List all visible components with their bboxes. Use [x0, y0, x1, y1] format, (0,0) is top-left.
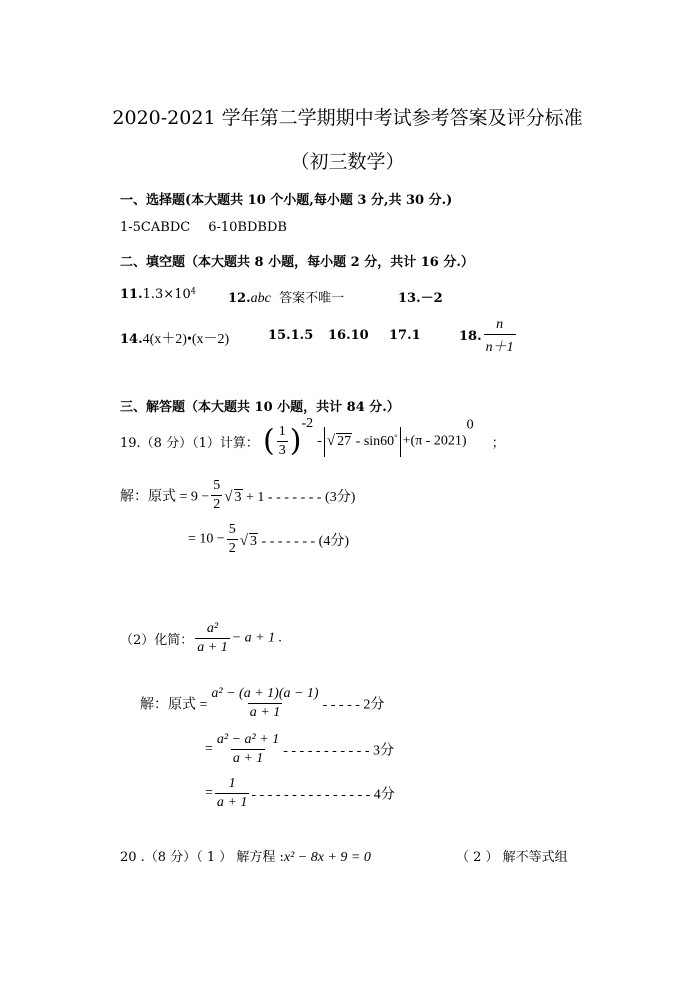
q18-numerator: n [496, 317, 504, 332]
q12-number: 12. [228, 291, 251, 306]
q18-answer [459, 317, 518, 356]
q14-answer [120, 328, 229, 348]
q12-note: 答案不唯一 [279, 291, 345, 306]
answers-1-5: 1-5CABDC [120, 220, 191, 235]
q12-value: abc [250, 291, 271, 306]
q19-part2-question: （2）化简： $\frac{\text{a²}}{a + 1}$ − a + 1 . [120, 621, 283, 655]
q19-label: 19.（8 分）（1）计算： [120, 436, 259, 452]
section-1-heading: 一、选择题(本大题共 10 个小题,每小题 3 分,共 30 分.) [120, 193, 453, 208]
q14-value: 4(x＋2)•(x－2) [142, 332, 230, 347]
q12-answer [228, 287, 344, 307]
q13-answer: 13.－2 [398, 291, 443, 306]
q19-question: 19.（8 分）（1）计算： ( $\frac{1}{3}$ )$^{-2}$ - √ 27 - sin60° +(π - 2021)$^0$ ； [120, 416, 505, 459]
q11-answer [120, 287, 196, 302]
page-subtitle: （初三数学） [290, 151, 405, 173]
q18-number: 18. [459, 329, 482, 344]
q16-answer: 16.10 [328, 328, 369, 343]
q20-question [120, 846, 371, 866]
q11-base: 1.3×10 [142, 287, 191, 302]
q20-label: 20 .（8 分）（ 1 ） 解方程 : [120, 850, 284, 865]
q19-solution-step1: 解：原式 = 9 − $\frac{5}{2}$ √ 3 + 1 - - - - - - - (3分) [120, 478, 356, 512]
section-1-answers [120, 220, 287, 235]
q19b-step1: 解：原式 = $\frac{\text{a² − (a + 1)(a − 1)}}{a + 1}$ - - - - - 2分 [140, 686, 385, 720]
q20-part2: （ 2 ） 解不等式组 [456, 850, 568, 865]
section-2-heading: 二、填空题（本大题共 8 小题，每小题 2 分，共计 16 分.） [120, 255, 474, 270]
q15-answer: 15.1.5 [268, 328, 314, 343]
q19-pi-term: (π - 2021) [410, 433, 467, 449]
q11-number: 11. [120, 287, 143, 302]
q19b-step2: = $\frac{\text{a² − a² + 1}}{a + 1}$ - - - - - - - - - - - 3分 [205, 732, 394, 766]
page-title: 2020-2021 学年第二学期期中考试参考答案及评分标准 [112, 107, 583, 129]
q19b-step3: = $\frac{1}{a + 1}$ - - - - - - - - - - - - - - - 4分 [205, 776, 395, 810]
q18-fraction [484, 317, 516, 356]
q19-solution-step2: = 10 − $\frac{5}{2}$ √ 3 - - - - - - - (4分) [188, 522, 349, 556]
q19-abs-content: √ 27 - sin60° [326, 432, 398, 450]
q14-number: 14. [120, 332, 143, 347]
q11-exponent: 4 [190, 286, 196, 296]
q19b-label: （2）化简： [120, 633, 194, 648]
q20-equation: x² − 8x + 9 = 0 [283, 850, 371, 865]
q18-denominator: n＋1 [484, 334, 516, 356]
answers-6-10: 6-10BDBDB [208, 220, 287, 235]
q17-answer: 17.1 [389, 328, 421, 343]
q19-fraction: $\frac{1}{3}$ [278, 424, 286, 459]
section-3-heading: 三、解答题（本大题共 10 小题，共计 84 分.） [120, 400, 400, 415]
q19-exponent: -2 [301, 416, 314, 431]
